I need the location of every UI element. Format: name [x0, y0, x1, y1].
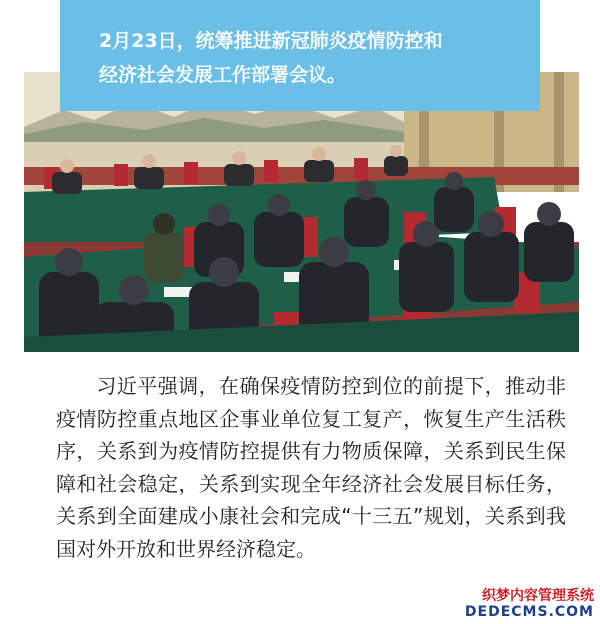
- meeting-photo: [24, 72, 579, 352]
- article-paragraph-text: 习近平强调，在确保疫情防控到位的前提下，推动非疫情防控重点地区企事业单位复工复产，恢复生产生活秩序，关系到为疫情防控提供有力物质保障，关系到民生保障和社会稳定，关系到实现全年经济社会发展目标任务，关系到全面建成小康社会和完成“十三五”规划，关系到我国对外开放和世界经济稳定。: [56, 374, 566, 561]
- meeting-photo-illustration: [24, 72, 579, 352]
- caption-line-2: 经济社会发展工作部署会议。: [99, 64, 347, 86]
- photo-caption: [60, 0, 540, 111]
- watermark: [465, 588, 594, 620]
- watermark-english: DEDECMS.COM: [464, 604, 594, 620]
- caption-line-1: 2月23日，统筹推进新冠肺炎疫情防控和: [99, 30, 443, 52]
- watermark-chinese: 织梦内容管理系统: [482, 588, 594, 604]
- article-paragraph: [56, 370, 566, 565]
